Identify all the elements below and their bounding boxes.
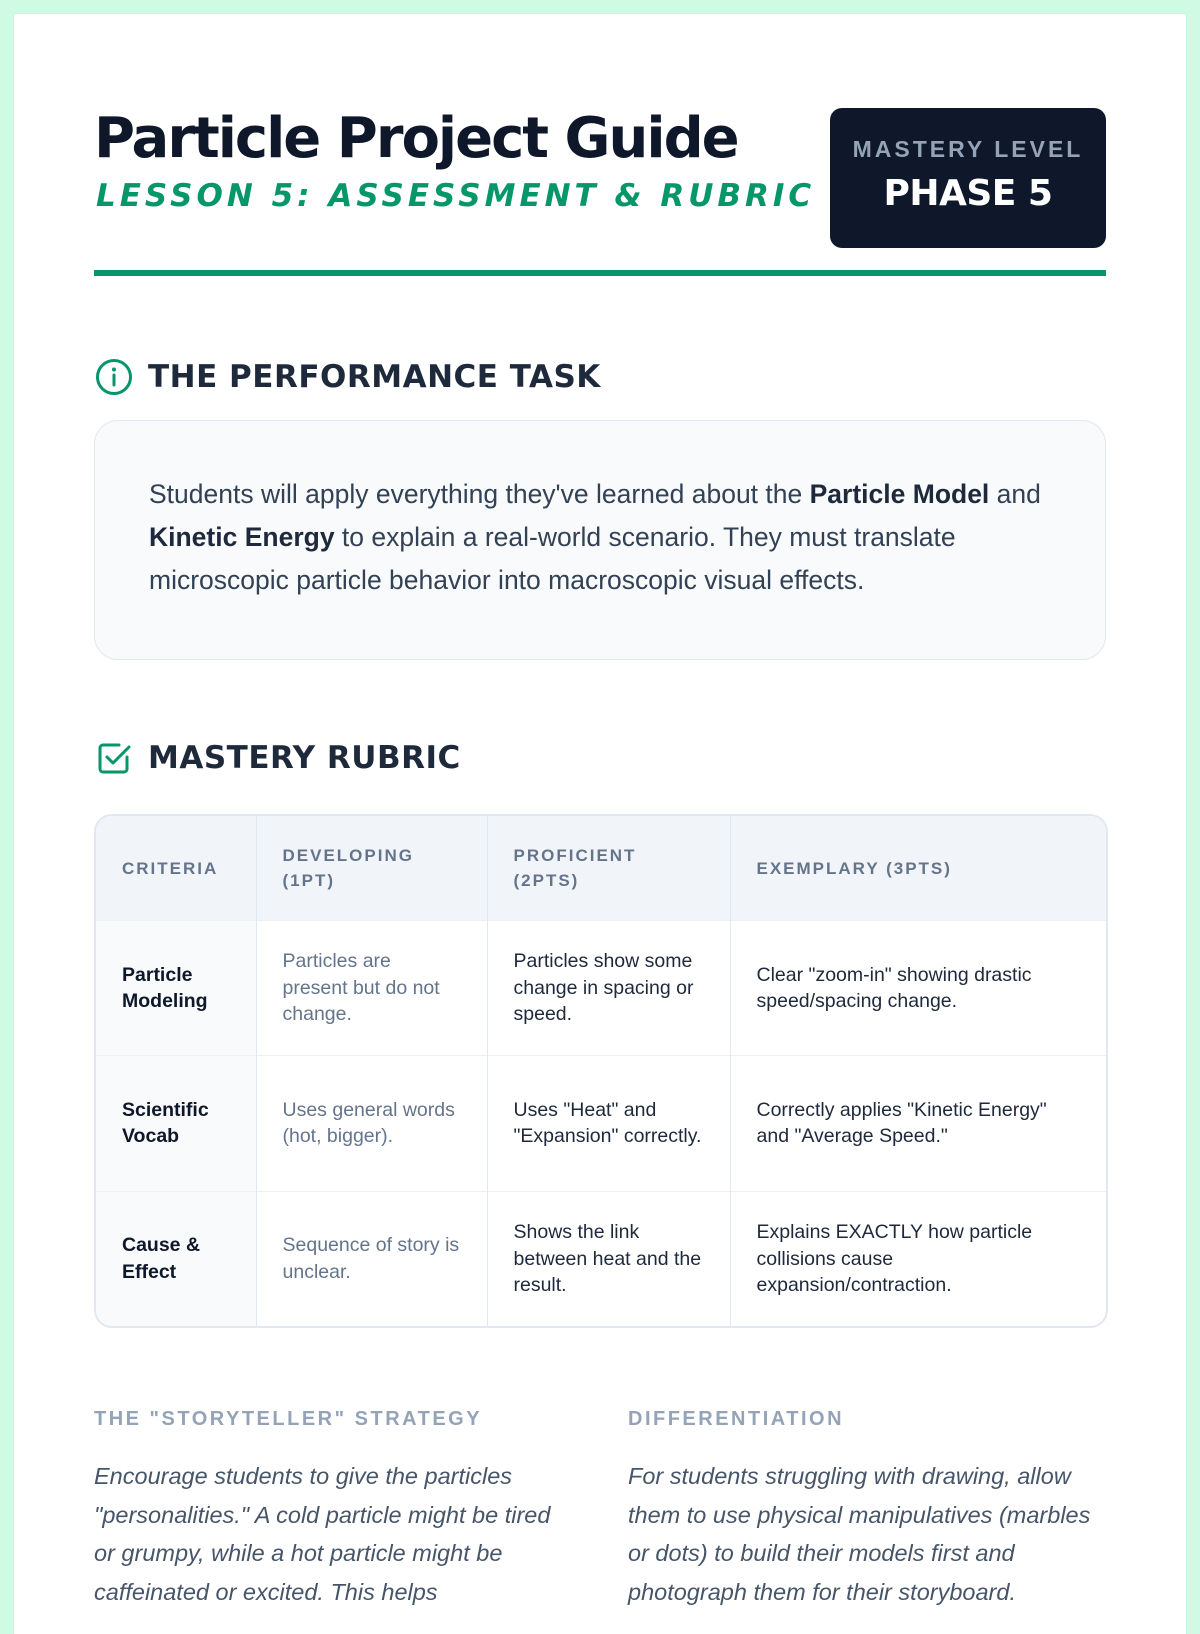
badge-label: MASTERY LEVEL — [852, 136, 1084, 162]
section-title: MASTERY RUBRIC — [148, 740, 461, 776]
proficient-cell: Shows the link between heat and the result. — [487, 1191, 730, 1326]
exemplary-cell: Correctly applies "Kinetic Energy" and "Average Speed." — [730, 1056, 1106, 1191]
developing-cell: Particles are present but do not change. — [256, 921, 487, 1056]
column-header: CRITERIA — [96, 816, 256, 921]
checkbox-icon — [94, 738, 134, 778]
task-bold-kinetic-energy: Kinetic Energy — [149, 522, 335, 552]
criteria-cell: Scientific Vocab — [96, 1056, 256, 1191]
page-title: Particle Project Guide — [94, 106, 738, 171]
differentiation-note — [628, 1408, 1106, 1611]
table-row — [96, 1191, 1106, 1326]
header-divider — [94, 270, 1106, 276]
info-icon — [94, 357, 134, 397]
exemplary-cell: Explains EXACTLY how particle collisions cause expansion/contraction. — [730, 1191, 1106, 1326]
criteria-cell: Particle Modeling — [96, 921, 256, 1056]
criteria-cell: Cause & Effect — [96, 1191, 256, 1326]
developing-cell: Uses general words (hot, bigger). — [256, 1056, 487, 1191]
task-text-part: to explain a real-world scenario. They must translate microscopic particle behavior into macroscopic visual effects. — [149, 522, 956, 595]
badge-value: PHASE 5 — [883, 173, 1053, 214]
developing-cell: Sequence of story is unclear. — [256, 1191, 487, 1326]
document-page — [14, 14, 1186, 1634]
note-title: DIFFERENTIATION — [628, 1408, 845, 1430]
mastery-rubric-heading — [94, 736, 461, 780]
column-header: EXEMPLARY (3PTS) — [730, 816, 1106, 921]
storyteller-note — [94, 1408, 564, 1611]
task-description — [149, 473, 1069, 602]
table-header-row — [96, 816, 1106, 921]
section-title: THE PERFORMANCE TASK — [148, 359, 601, 395]
column-header: PROFICIENT (2PTS) — [487, 816, 730, 921]
page-subtitle: LESSON 5: ASSESSMENT & RUBRIC — [96, 178, 816, 214]
mastery-level-badge — [830, 108, 1106, 248]
note-title: THE "STORYTELLER" STRATEGY — [94, 1408, 483, 1430]
task-text-part: and — [989, 479, 1041, 509]
exemplary-cell: Clear "zoom-in" showing drastic speed/spacing change. — [730, 921, 1106, 1056]
proficient-cell: Particles show some change in spacing or speed. — [487, 921, 730, 1056]
page-header — [94, 94, 1106, 234]
column-header: DEVELOPING (1PT) — [256, 816, 487, 921]
task-text-part: Students will apply everything they've learned about the — [149, 479, 810, 509]
rubric-table — [94, 814, 1108, 1328]
task-bold-particle-model: Particle Model — [809, 479, 990, 509]
note-body: Encourage students to give the particles "personalities." A cold particle might be tired or grumpy, while a hot particle might be caffeinated or excited. This helps — [94, 1463, 551, 1605]
table-row — [96, 1056, 1106, 1191]
note-body: For students struggling with drawing, allow them to use physical manipulatives (marbles or dots) to build their models first and photograph them for their storyboard. — [628, 1463, 1091, 1605]
performance-task-heading — [94, 355, 601, 399]
proficient-cell: Uses "Heat" and "Expansion" correctly. — [487, 1056, 730, 1191]
task-card — [94, 420, 1106, 660]
table-row — [96, 921, 1106, 1056]
